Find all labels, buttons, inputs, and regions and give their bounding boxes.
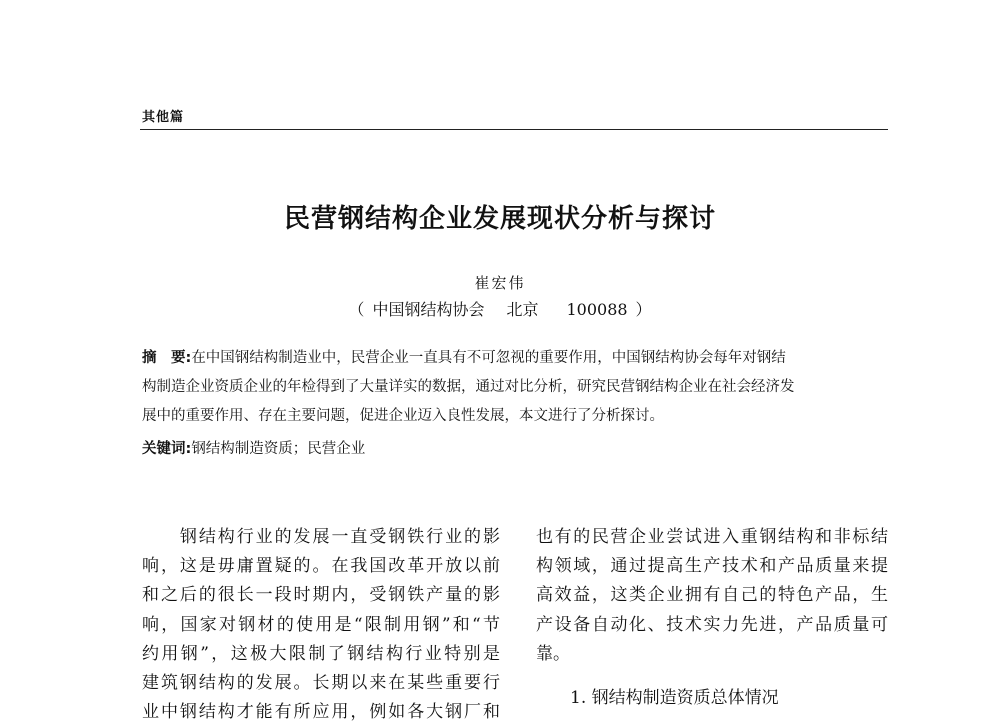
abstract-label: 摘 要: [142,350,192,366]
section-label: 其他篇 [142,110,185,125]
affiliation-close-paren: ） [635,300,652,319]
body-line: 靠。 [536,643,570,664]
abstract-line: 构制造企业资质企业的年检得到了大量详实的数据，通过对比分析，研究民营钢结构企业在社会经济发 [142,379,795,395]
body-column-right [536,523,888,669]
author-name: 崔宏伟 [474,274,526,292]
abstract-line: 展中的重要作用、存在主要问题，促进企业迈入良性发展，本文进行了分析探讨。 [142,408,664,424]
body-line: 和之后的很长一段时期内，受钢铁产量的影 [142,585,500,606]
section-heading: 1. 钢结构制造资质总体情况 [570,688,779,708]
keywords [142,437,365,458]
body-line: 建筑钢结构的发展。长期以来在某些重要行 [142,673,500,694]
keywords-text: 钢结构制造资质；民营企业 [191,441,366,457]
body-line: 业中钢结构才能有所应用，例如各大钢厂和 [142,702,500,723]
body-line: 响，这是毋庸置疑的。在我国改革开放以前 [142,556,500,577]
body-line: 产设备自动化、技术实力先进，产品质量可 [536,614,888,635]
affiliation-city: 北京 [506,300,539,319]
body-column-left [142,523,500,727]
header-rule [140,129,888,130]
affiliation-postcode: 100088 [566,300,628,319]
body-line: 高效益，这类企业拥有自己的特色产品，生 [536,585,888,606]
body-line: 响，国家对钢材的使用是“限制用钢”和“节 [142,614,500,635]
affiliation-org: 中国钢结构协会 [372,300,485,319]
keywords-label: 关键词: [142,441,192,457]
article-title: 民营钢结构企业发展现状分析与探讨 [283,204,716,234]
body-line: 构领域，通过提高生产技术和产品质量来提 [536,556,888,577]
body-line: 约用钢”，这极大限制了钢结构行业特别是 [142,643,500,664]
abstract-text: 在中国钢结构制造业中，民营企业一直具有不可忽视的重要作用，中国钢结构协会每年对钢结 [191,350,786,366]
affiliation-open-paren: （ [348,300,365,319]
body-line: 钢结构行业的发展一直受钢铁行业的影 [142,527,500,547]
abstract-line [142,344,888,373]
author-affiliation [0,297,1000,320]
body-line: 也有的民营企业尝试进入重钢结构和非标结 [536,527,888,547]
abstract [142,344,888,431]
